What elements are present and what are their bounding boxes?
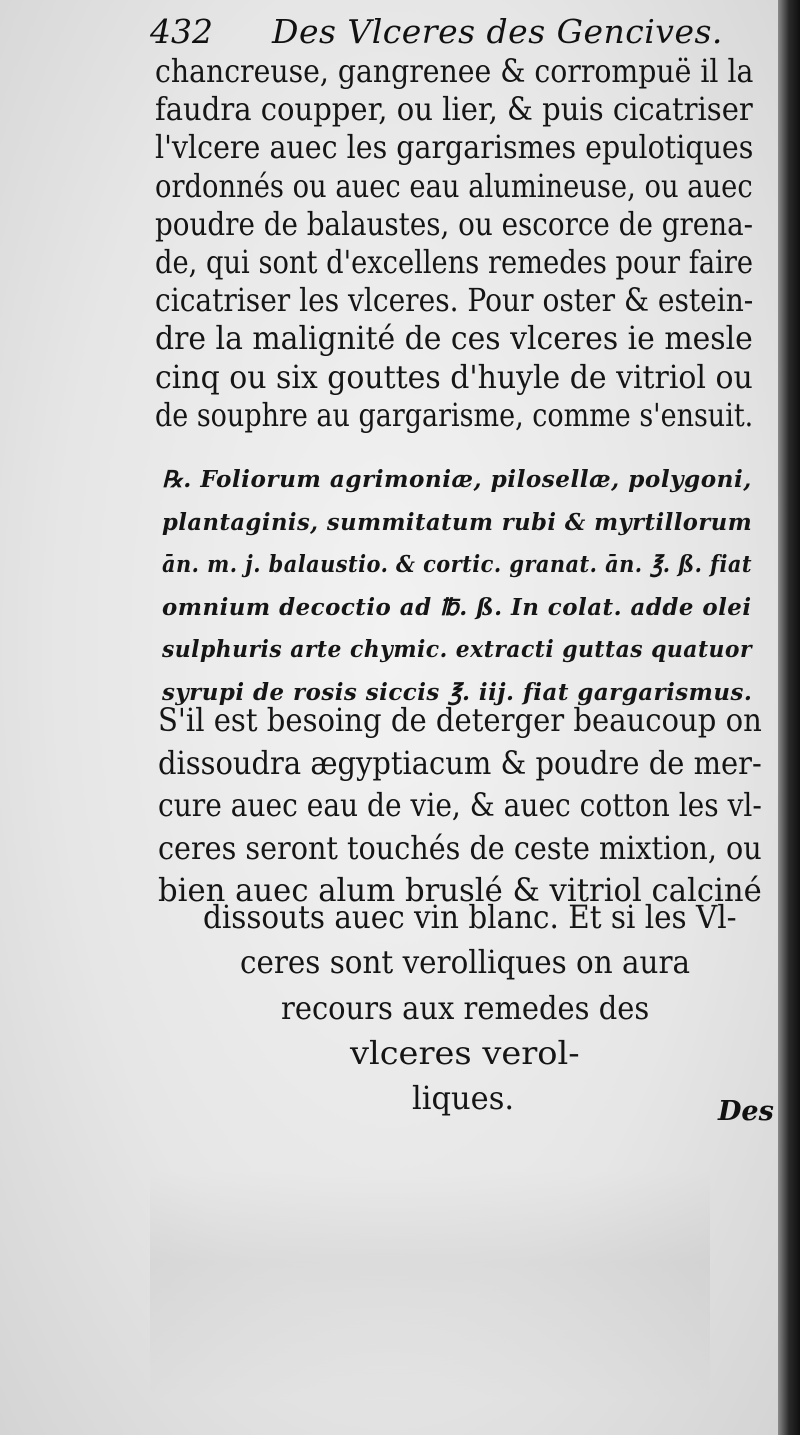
text-line: l'vlcere auec les gargarismes epulotiques	[155, 128, 754, 167]
recipe-line: ℞. Foliorum agrimoniæ, pilosellæ, polygoni,	[162, 466, 752, 493]
text-line: ceres seront touchés de ceste mixtion, ou	[158, 828, 762, 867]
show-through-shadow	[150, 1170, 710, 1400]
recipe-line: sulphuris arte chymic. extracti guttas quatuor	[162, 636, 753, 664]
closing-line: vlceres verol-	[350, 1033, 580, 1072]
running-title: Des Vlceres des Gencives.	[272, 12, 723, 51]
closing-line: recours aux remedes des	[281, 988, 650, 1027]
recipe-line: omnium decoctio ad ℔. ß. In colat. adde olei	[162, 593, 752, 621]
catchword: Des	[718, 1096, 774, 1127]
text-line: dre la malignité de ces vlceres ie mesle	[155, 319, 753, 358]
text-line: de souphre au gargarisme, comme s'ensuit.	[155, 395, 754, 434]
text-line: bien auec alum bruslé & vitriol calciné	[158, 871, 762, 910]
page-number: 432	[150, 12, 213, 51]
text-line: faudra coupper, ou lier, & puis cicatriser	[155, 90, 753, 129]
text-line: chancreuse, gangrenee & corrompuë il la	[155, 52, 754, 90]
text-line: cinq ou six gouttes d'huyle de vitriol ou	[155, 357, 753, 396]
text-line: de, qui sont d'excellens remedes pour faire	[155, 243, 754, 281]
running-header	[150, 12, 723, 56]
text-line: ordonnés ou auec eau alumineuse, ou auec	[155, 166, 753, 205]
recipe-line: ān. m. j. balaustio. & cortic. granat. ān. ℥. ß. fiat	[162, 551, 753, 579]
text-line: cicatriser les vlceres. Pour oster & estein-	[155, 281, 754, 320]
text-line: poudre de balaustes, ou escorce de grena-	[155, 204, 754, 243]
text-line: cure auec eau de vie, & auec cotton les vl-	[158, 786, 762, 825]
text-line: dissoudra ægyptiacum & poudre de mer-	[158, 743, 762, 782]
closing-line: ceres sont verolliques on aura	[240, 943, 691, 982]
recipe-line: plantaginis, summitatum rubi & myrtillorum	[162, 508, 753, 536]
closing-line: liques.	[412, 1079, 515, 1118]
recipe-line: syrupi de rosis siccis ℥. iij. fiat gargarismus.	[162, 679, 753, 706]
closing-line: dissouts auec vin blanc. Et si les Vl-	[203, 898, 737, 936]
page-edge-shadow	[778, 0, 800, 1435]
text-line: S'il est besoing de deterger beaucoup on	[158, 701, 762, 739]
